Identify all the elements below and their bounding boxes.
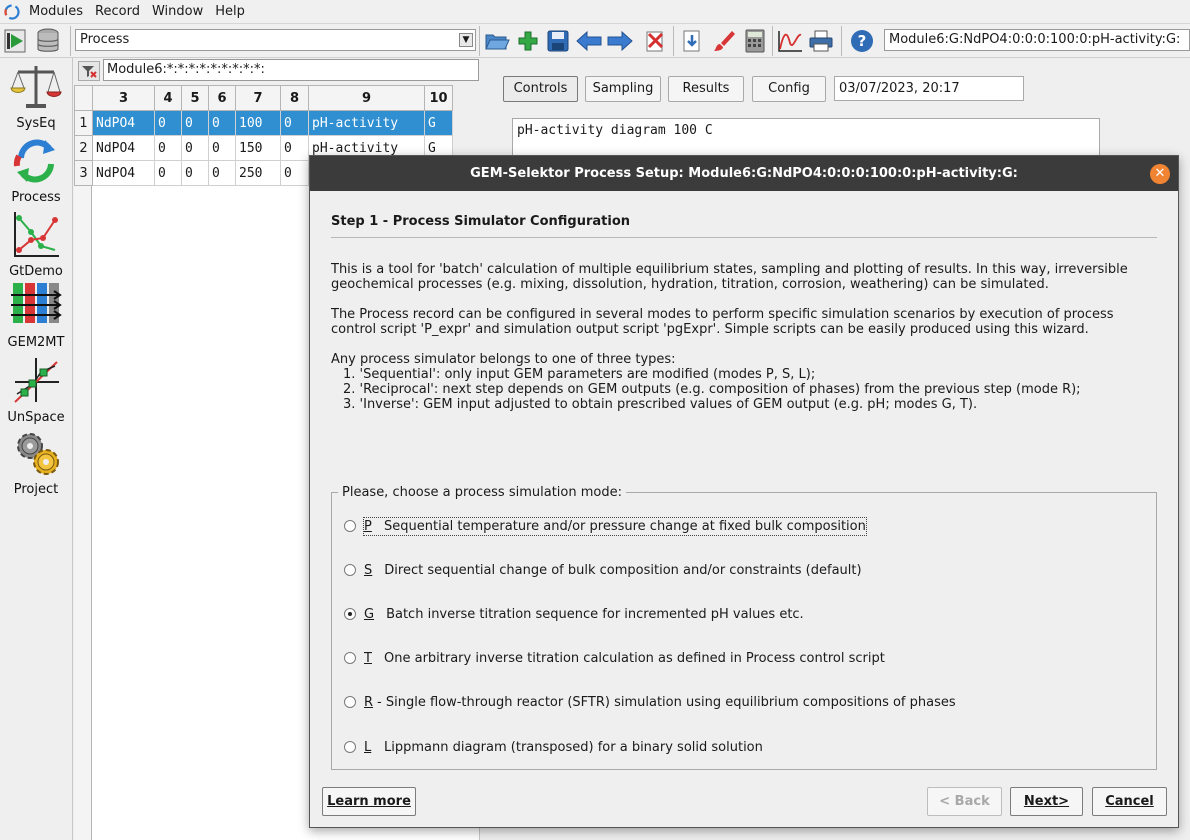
record-filter-input[interactable]: Module6:*:*:*:*:*:*:*:*:*:	[103, 59, 479, 81]
run-module-button[interactable]	[2, 26, 32, 56]
type-item: 2. 'Reciprocal': next step depends on GEM outputs (e.g. composition of phases) from the previous step (mode R);	[343, 382, 1081, 397]
modes-paragraph: The Process record can be configured in several modes to perform specific simulation scenarios by execution of process control script 'P_expr' and simulation output script 'pgExpr'. Simple scripts can be easily produced using this wizard.	[331, 307, 1114, 337]
delete-record-button[interactable]	[640, 26, 670, 56]
folder-open-icon	[484, 29, 510, 53]
filter-icon	[81, 64, 97, 78]
uncertainty-space-icon	[11, 356, 61, 406]
cancel-button[interactable]: Cancel	[1092, 787, 1167, 816]
help-button[interactable]	[847, 26, 877, 56]
table-cell[interactable]: pH-activity	[309, 111, 425, 136]
divider	[331, 237, 1157, 238]
next-record-button[interactable]	[605, 26, 635, 56]
sidebar-label-syseq: SysEq	[16, 116, 56, 131]
mode-group-legend: Please, choose a process simulation mode:	[338, 485, 626, 500]
sidebar-label-unspace: UnSpace	[7, 410, 65, 425]
table-cell[interactable]: 0	[209, 161, 236, 186]
new-record-button[interactable]	[513, 26, 543, 56]
graph-plot-icon	[11, 210, 61, 260]
module-sidebar	[0, 58, 73, 840]
table-cell[interactable]: 0	[182, 136, 209, 161]
column-header[interactable]: 8	[281, 86, 309, 111]
printer-icon	[808, 29, 834, 53]
column-header[interactable]: 7	[236, 86, 281, 111]
table-cell[interactable]: 100	[236, 111, 281, 136]
column-header[interactable]: 10	[425, 86, 453, 111]
menu-modules[interactable]: Modules	[29, 3, 84, 19]
type-item: 1. 'Sequential': only input GEM parameters are modified (modes P, S, L);	[343, 367, 816, 382]
sidebar-item-process[interactable]	[0, 136, 72, 205]
sidebar-item-project[interactable]	[0, 428, 72, 497]
radio-button[interactable]	[344, 608, 356, 620]
table-cell[interactable]: pH-activity	[309, 136, 425, 161]
help-icon	[849, 28, 875, 54]
row-number: 2	[75, 136, 93, 161]
types-paragraph: Any process simulator belongs to one of three types: 1. 'Sequential': only input GEM parameters are modified (modes P, S, L); 2. 'Reciprocal': next step depends on GEM outputs (e.g. composition of phases) from the previous step (mode R); 3. 'Inverse': GEM input adjusted to obtain prescribed values of GEM output (e.g. pH; modes G, T).	[331, 352, 1161, 412]
back-button[interactable]: < Back	[927, 787, 1002, 816]
step-heading: Step 1 - Process Simulator Configuration	[331, 214, 631, 229]
radio-button[interactable]	[344, 652, 356, 664]
gears-icon	[10, 428, 62, 478]
sidebar-item-unspace[interactable]	[0, 356, 72, 425]
table-cell[interactable]: G	[425, 111, 453, 136]
table-cell[interactable]: 0	[281, 136, 309, 161]
next-button[interactable]: Next>	[1010, 787, 1083, 816]
mode-option-p[interactable]: P Sequential temperature and/or pressure change at fixed bulk composition	[344, 516, 866, 536]
table-cell[interactable]: NdPO4	[93, 161, 155, 186]
sidebar-item-gem2mt[interactable]	[0, 281, 72, 350]
plot-button[interactable]	[775, 26, 805, 56]
database-button[interactable]	[33, 26, 63, 56]
database-icon	[35, 27, 61, 55]
table-cell[interactable]: 0	[155, 136, 182, 161]
row-number: 3	[75, 161, 93, 186]
mode-option-g[interactable]: G Batch inverse titration sequence for incremented pH values etc.	[344, 604, 804, 624]
mode-option-s[interactable]: S Direct sequential change of bulk composition and/or constraints (default)	[344, 560, 862, 580]
radio-button[interactable]	[344, 520, 356, 532]
table-cell[interactable]: 150	[236, 136, 281, 161]
datetime-field[interactable]: 03/07/2023, 20:17	[834, 76, 1024, 101]
calculator-icon	[744, 29, 766, 53]
mass-transport-icon	[10, 281, 62, 331]
run-icon	[3, 27, 31, 55]
module-select[interactable]: Process ▼	[75, 29, 476, 51]
print-button[interactable]	[806, 26, 836, 56]
tab-sampling[interactable]: Sampling	[585, 76, 661, 102]
record-key-field[interactable]: Module6:G:NdPO4:0:0:0:100:0:pH-activity:G:	[884, 29, 1190, 51]
brush-icon	[712, 29, 736, 53]
table-cell[interactable]: NdPO4	[93, 136, 155, 161]
table-cell[interactable]: G	[425, 136, 453, 161]
table-cell[interactable]: 0	[209, 136, 236, 161]
corner-header	[75, 86, 93, 111]
table-cell[interactable]: 0	[182, 111, 209, 136]
intro-paragraph: This is a tool for 'batch' calculation of multiple equilibrium states, sampling and plotting of results. In this way, irreversible geochemical processes (e.g. mixing, dissolution, hydration, titration, corrosion, weathering) can be simulated.	[331, 262, 1128, 292]
tab-controls[interactable]: Controls	[503, 76, 578, 102]
process-setup-dialog	[309, 155, 1179, 828]
app-logo-icon	[3, 3, 21, 21]
table-cell[interactable]: 0	[209, 111, 236, 136]
edit-script-button[interactable]	[709, 26, 739, 56]
save-icon	[546, 29, 570, 53]
comment-field[interactable]: pH-activity diagram 100 C	[512, 118, 1100, 144]
delete-icon	[643, 29, 667, 53]
toolbar	[0, 24, 1190, 58]
plot-icon	[777, 29, 803, 53]
close-button[interactable]	[1150, 164, 1170, 184]
sidebar-label-project: Project	[13, 482, 59, 497]
sidebar-item-syseq[interactable]	[0, 62, 72, 131]
import-icon	[680, 29, 704, 53]
cycle-arrows-icon	[11, 136, 61, 186]
save-record-button[interactable]	[543, 26, 573, 56]
table-cell[interactable]: 0	[281, 111, 309, 136]
menubar	[0, 0, 1190, 24]
svg-text:?: ?	[857, 32, 867, 50]
table-cell[interactable]: 0	[155, 111, 182, 136]
tab-results[interactable]: Results	[668, 76, 744, 102]
row-number: 1	[75, 111, 93, 136]
table-cell[interactable]: 0	[155, 161, 182, 186]
radio-button[interactable]	[344, 564, 356, 576]
menu-help[interactable]: Help	[215, 3, 245, 19]
radio-button[interactable]	[344, 696, 356, 708]
import-button[interactable]	[677, 26, 707, 56]
mode-option-r[interactable]: R - Single flow-through reactor (SFTR) simulation using equilibrium compositions of phases	[344, 692, 956, 712]
arrow-right-icon	[606, 30, 634, 52]
calculator-button[interactable]	[740, 26, 770, 56]
sidebar-label-gtdemo: GtDemo	[9, 264, 63, 279]
learn-more-button[interactable]: Learn more	[322, 787, 416, 816]
tab-config[interactable]: Config	[752, 76, 826, 102]
dialog-title: GEM-Selektor Process Setup: Module6:G:NdPO4:0:0:0:100:0:pH-activity:G:	[310, 156, 1178, 191]
open-record-button[interactable]	[482, 26, 512, 56]
table-cell[interactable]: 0	[281, 161, 309, 186]
mode-option-t[interactable]: T One arbitrary inverse titration calculation as defined in Process control script	[344, 648, 885, 668]
menu-window[interactable]: Window	[151, 3, 204, 19]
previous-record-button[interactable]	[574, 26, 604, 56]
column-header[interactable]: 9	[309, 86, 425, 111]
menu-record[interactable]: Record	[95, 3, 140, 19]
balance-scale-icon	[10, 62, 62, 112]
arrow-left-icon	[575, 30, 603, 52]
column-header[interactable]: 5	[182, 86, 209, 111]
chevron-down-icon: ▼	[459, 33, 473, 47]
mode-group	[331, 485, 1157, 770]
radio-button[interactable]	[344, 741, 356, 753]
plus-icon	[516, 29, 540, 53]
close-icon: ✕	[1154, 166, 1166, 181]
type-item: 3. 'Inverse': GEM input adjusted to obtain prescribed values of GEM output (e.g. pH; modes G, T).	[343, 397, 978, 412]
table-cell[interactable]: NdPO4	[93, 111, 155, 136]
column-header[interactable]: 4	[155, 86, 182, 111]
mode-option-l[interactable]: L Lippmann diagram (transposed) for a binary solid solution	[344, 737, 763, 757]
sidebar-item-gtdemo[interactable]	[0, 210, 72, 279]
table-cell[interactable]: 250	[236, 161, 281, 186]
sidebar-label-process: Process	[11, 190, 61, 205]
record-filter-row	[76, 58, 480, 84]
column-header[interactable]: 3	[93, 86, 155, 111]
sidebar-label-gem2mt: GEM2MT	[7, 335, 65, 350]
table-cell[interactable]: 0	[182, 161, 209, 186]
filter-reset-button[interactable]	[78, 61, 100, 81]
column-header[interactable]: 6	[209, 86, 236, 111]
table-row[interactable]	[75, 111, 453, 136]
